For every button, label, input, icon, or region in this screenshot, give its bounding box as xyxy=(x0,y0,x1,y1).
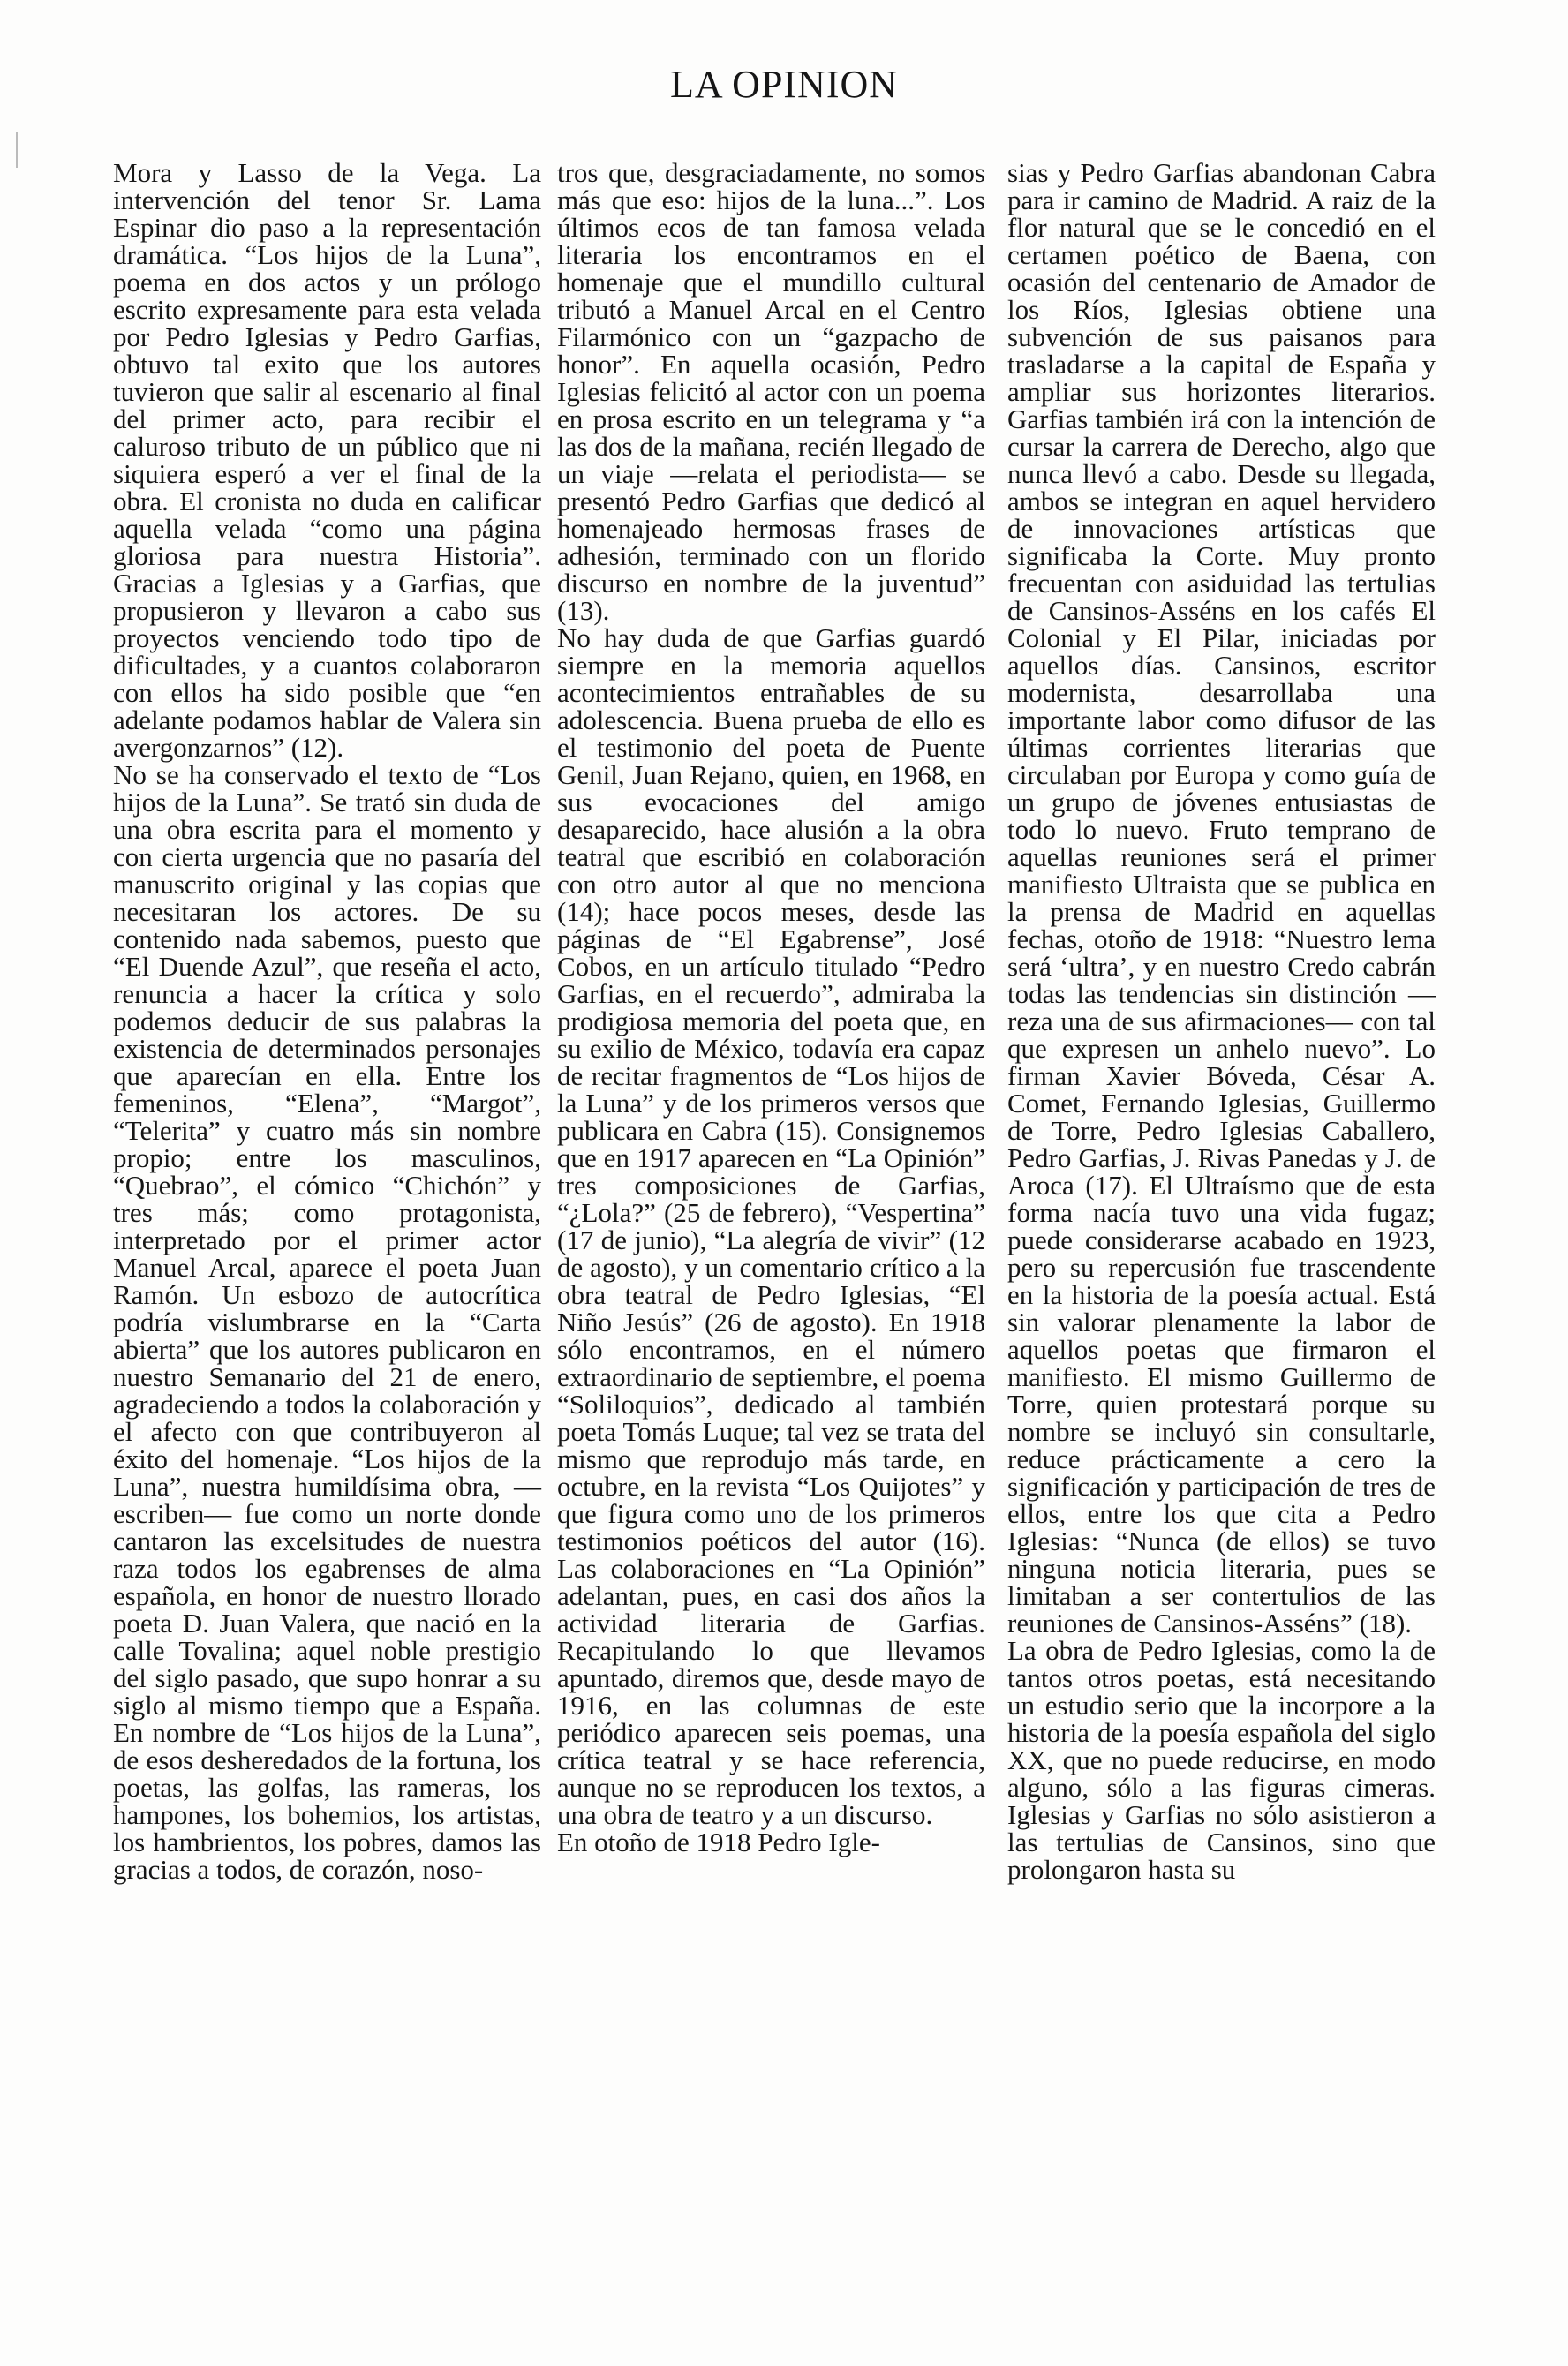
text-column-1: Mora y Lasso de la Vega. La intervención del tenor Sr. Lama Espinar dio paso a la representación dramática. “Los hijos de la Luna”, poema en dos actos y un prólogo escrito expresamente para esta velada por Pedro Iglesias y Pedro Garfias, obtuvo tal exito que los autores tuvieron que salir al escenario al final del primer acto, para recibir el caluroso tributo de un público que ni siquiera esperó a ver el final de la obra. El cronista no duda en calificar aquella velada “como una página gloriosa para nuestra Historia”. Gracias a Iglesias y a Garfias, que propusieron y llevaron a cabo sus proyectos venciendo todo tipo de dificultades, y a cuantos colaboraron con ellos ha sido posible que “en adelante podamos hablar de Valera sin avergonzarnos” (12). No se ha conservado el texto de “Los hijos de la Luna”. Se trató sin duda de una obra escrita para el momento y con cierta urgencia que no pasaría del manuscrito original y las copias que necesitaran los actores. De su contenido nada sabemos, puesto que “El Duende Azul”, que reseña el acto, renuncia a hacer la crítica y solo podemos deducir de sus palabras la existencia de determinados personajes que aparecían en ella. Entre los femeninos, “Elena”, “Margot”, “Telerita” y cuatro más sin nombre propio; entre los masculinos, “Quebrao”, el cómico “Chichón” y tres más; como protagonista, interpretado por el primer actor Manuel Arcal, aparece el poeta Juan Ramón. Un esbozo de autocrítica podría vislumbrarse en la “Carta abierta” que los autores publicaron en nuestro Semanario del 21 de enero, agradeciendo a todos la colaboración y el afecto con que contribuyeron al éxito del homenaje. “Los hijos de la Luna”, nuestra humildísima obra, —escriben— fue como un norte donde cantaron las excelsitudes de nuestra raza todos los egabrenses de alma española, en honor de nuestro llorado poeta D. Juan Valera, que nació en la calle Tovalina; aquel noble prestigio del siglo pasado, que supo honrar a su siglo al mismo tiempo que a España. En nombre de “Los hijos de la Luna”, de esos desheredados de la fortuna, los poetas, las golfas, las rameras, los hampones, los bohemios, los artistas, los hambrientos, los pobres, damos las gracias a todos, de corazón, noso- xyxy=(113,157,541,1885)
page-edge-mark xyxy=(16,132,18,168)
page-header: LA OPINION xyxy=(669,63,899,106)
text-column-3: sias y Pedro Garfias abandonan Cabra para ir camino de Madrid. A raiz de la flor natural que se le concedió en el certamen poético de Baena, con ocasión del centenario de Amador de los Ríos, Iglesias obtiene una subvención de sus paisanos para trasladarse a la capital de España y ampliar sus horizontes literarios. Garfias también irá con la intención de cursar la carrera de Derecho, algo que nunca llevó a cabo. Desde su llegada, ambos se integran en aquel hervidero de innovaciones artísticas que significaba la Corte. Muy pronto frecuentan con asiduidad las tertulias de Cansinos-Asséns en los cafés El Colonial y El Pilar, iniciadas por aquellos días. Cansinos, escritor modernista, desarrollaba una importante labor como difusor de las últimas corrientes literarias que circulaban por Europa y como guía de un grupo de jóvenes entusiastas de todo lo nuevo. Fruto temprano de aquellas reuniones será el primer manifiesto Ultraista que se publica en la prensa de Madrid en aquellas fechas, otoño de 1918: “Nuestro lema será ‘ultra’, y en nuestro Credo cabrán todas las tendencias sin distinción —reza una de sus afirmaciones— con tal que expresen un anhelo nuevo”. Lo firman Xavier Bóveda, César A. Comet, Fernando Iglesias, Guillermo de Torre, Pedro Iglesias Caballero, Pedro Garfias, J. Rivas Panedas y J. de Aroca (17). El Ultraísmo que de esta forma nacía tuvo una vida fugaz; puede considerarse acabado en 1923, pero su repercusión fue trascendente en la historia de la poesía actual. Está sin valorar plenamente la labor de aquellos poetas que firmaron el manifiesto. El mismo Guillermo de Torre, quien protestará porque su nombre se incluyó sin consultarle, reduce prácticamente a cero la significación y participación de tres de ellos, entre los que cita a Pedro Iglesias: “Nunca (de ellos) se tuvo ninguna noticia literaria, pues se limitaban a ser contertulios de las reuniones de Cansinos-Asséns” (18). La obra de Pedro Iglesias, como la de tantos otros poetas, está necesitando un estudio serio que la incorpore a la historia de la poesía española del siglo XX, que no puede reducirse, en modo alguno, sólo a las figuras cimeras. Iglesias y Garfias no sólo asistieron a las tertulias de Cansinos, sino que prolongaron hasta su xyxy=(1007,157,1436,1885)
text-column-2: tros que, desgraciadamente, no somos más que eso: hijos de la luna...”. Los últimos ecos de tan famosa velada literaria los encontramos en el homenaje que el mundillo cultural tributó a Manuel Arcal en el Centro Filarmónico con un “gazpacho de honor”. En aquella ocasión, Pedro Iglesias felicitó al actor con un poema en prosa escrito en un telegrama y “a las dos de la mañana, recién llegado de un viaje —relata el periodista— se presentó Pedro Garfias que dedicó al homenajeado hermosas frases de adhesión, terminado con un florido discurso en nombre de la juventud” (13). No hay duda de que Garfias guardó siempre en la memoria aquellos acontecimientos entrañables de su adolescencia. Buena prueba de ello es el testimonio del poeta de Puente Genil, Juan Rejano, quien, en 1968, en sus evocaciones del amigo desaparecido, hace alusión a la obra teatral que escribió en colaboración con otro autor al que no menciona (14); hace pocos meses, desde las páginas de “El Egabrense”, José Cobos, en un artículo titulado “Pedro Garfias, en el recuerdo”, admiraba la prodigiosa memoria del poeta que, en su exilio de México, todavía era capaz de recitar fragmentos de “Los hijos de la Luna” y de los primeros versos que publicara en Cabra (15). Consignemos que en 1917 aparecen en “La Opinión” tres composiciones de Garfias, “¿Lola?” (25 de febrero), “Vespertina” (17 de junio), “La alegría de vivir” (12 de agosto), y un comentario crítico a la obra teatral de Pedro Iglesias, “El Niño Jesús” (26 de agosto). En 1918 sólo encontramos, en el número extraordinario de septiembre, el poema “Soliloquios”, dedicado al también poeta Tomás Luque; tal vez se trata del mismo que reprodujo más tarde, en octubre, en la revista “Los Quijotes” y que figura como uno de los primeros testimonios poéticos del autor (16). Las colaboraciones en “La Opinión” adelantan, pues, en casi dos años la actividad literaria de Garfias. Recapitulando lo que llevamos apuntado, diremos que, desde mayo de 1916, en las columnas de este periódico aparecen seis poemas, una crítica teatral y se hace referencia, aunque no se reproducen los textos, a una obra de teatro y a un discurso. En otoño de 1918 Pedro Igle- xyxy=(557,157,985,1857)
